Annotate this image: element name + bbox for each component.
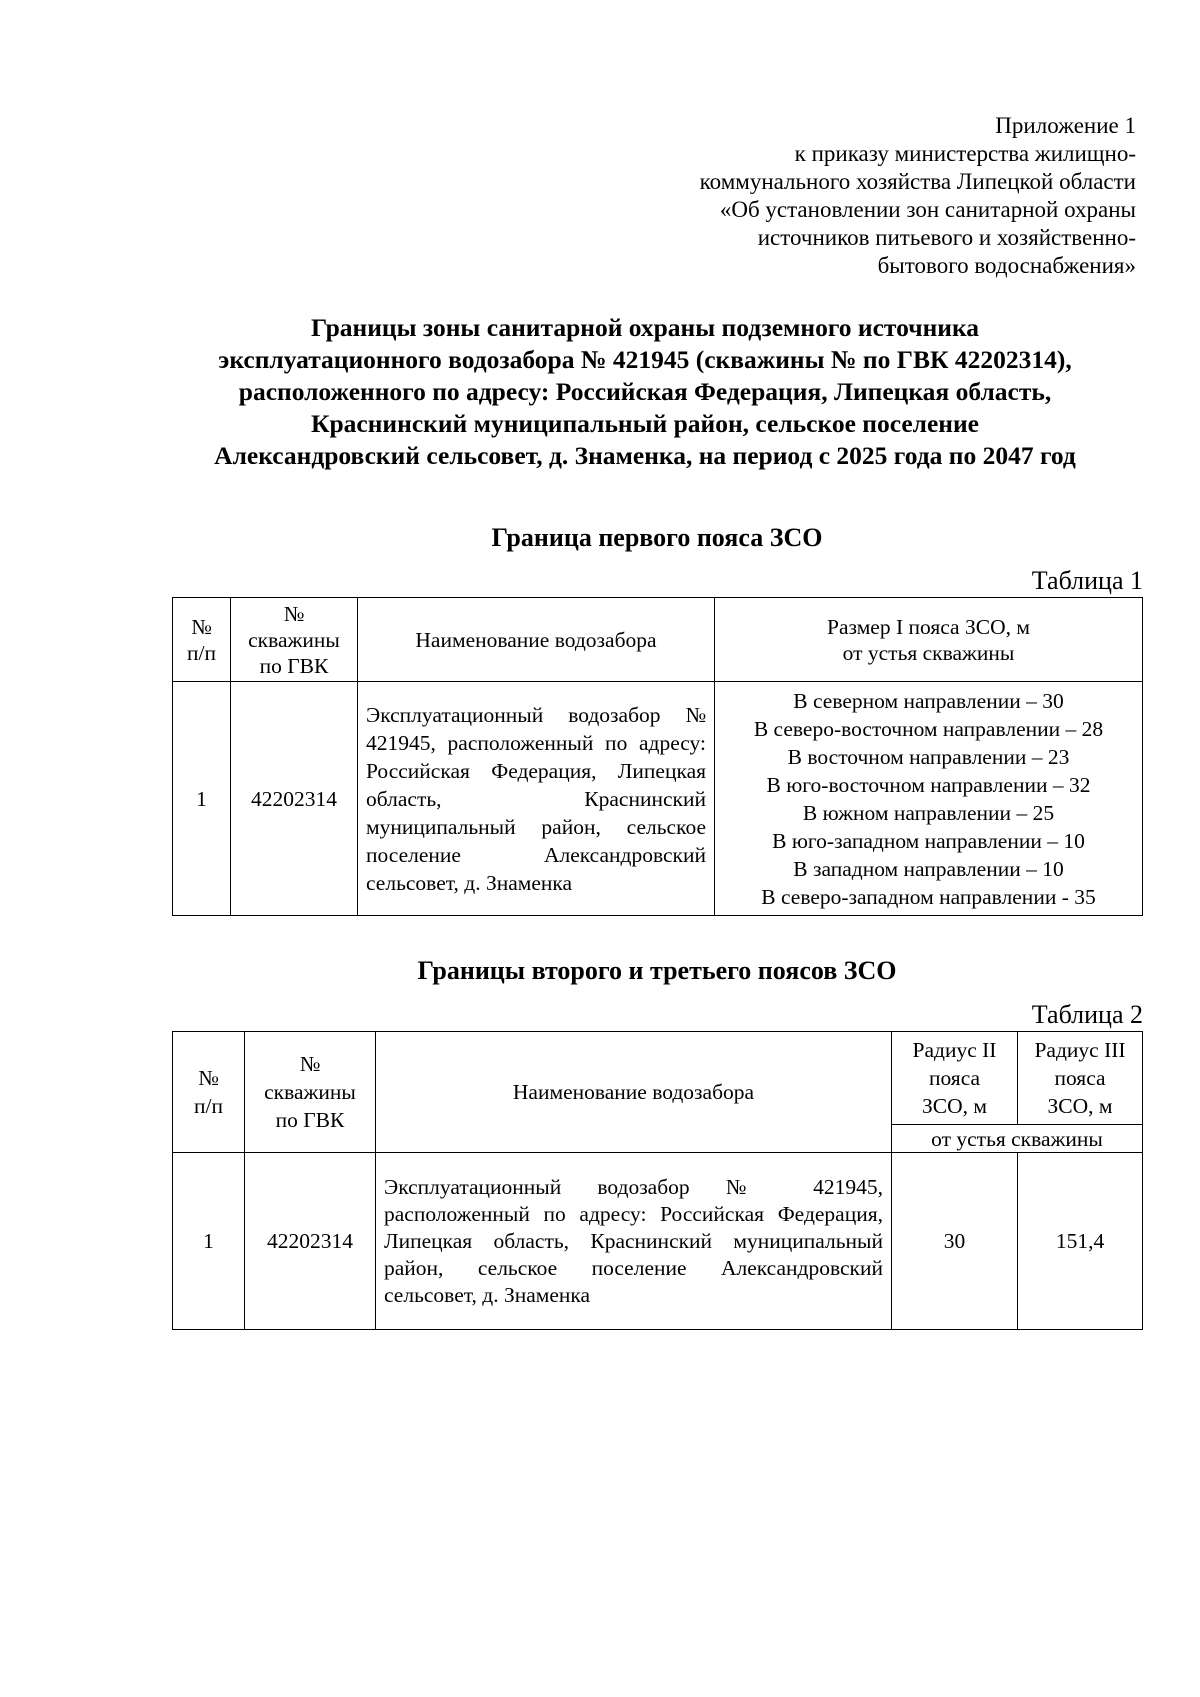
cell-radius-3: 151,4 xyxy=(1018,1153,1143,1330)
header-num xyxy=(173,1032,245,1153)
cell-name: Эксплуатационный водозабор № 421945, расположенный по адресу: Российская Федерация, Липецкая область, Краснинский муниципальный район, сельское поселение Александровский сельсовет, д. Знаменка xyxy=(376,1153,892,1330)
appendix-line: Приложение 1 xyxy=(995,113,1136,138)
direction-item: В северо-западном направлении - 35 xyxy=(761,884,1096,909)
table-header-row xyxy=(173,598,1143,682)
table-header-row xyxy=(173,1032,1143,1125)
header-well xyxy=(245,1032,376,1153)
header-text: № xyxy=(283,601,305,626)
cell-name: Эксплуатационный водозабор № 421945, расположенный по адресу: Российская Федерация, Липецкая область, Краснинский муниципальный район, сельское поселение Александровский сельсовет, д. Знаменка xyxy=(358,682,715,916)
direction-item: В юго-восточном направлении – 32 xyxy=(766,772,1091,797)
header-text: Радиус II xyxy=(912,1038,997,1062)
header-name: Наименование водозабора xyxy=(358,598,715,682)
document-title xyxy=(160,312,1130,472)
cell-num: 1 xyxy=(173,1153,245,1330)
header-text: пояса xyxy=(928,1066,981,1090)
header-text: № xyxy=(191,614,212,639)
header-text: скважины xyxy=(248,627,340,652)
cell-num: 1 xyxy=(173,682,231,916)
table-second-third-zones xyxy=(172,1031,1143,1330)
header-radius-3 xyxy=(1018,1032,1143,1125)
table-row xyxy=(173,1153,1143,1330)
title-line: Краснинский муниципальный район, сельское поселение xyxy=(311,409,979,438)
appendix-line: «Об установлении зон санитарной охраны xyxy=(719,197,1136,222)
table-row xyxy=(173,682,1143,916)
header-radius-2 xyxy=(892,1032,1018,1125)
title-line: расположенного по адресу: Российская Федерация, Липецкая область, xyxy=(238,377,1052,406)
title-line: Границы зоны санитарной охраны подземного источника xyxy=(310,313,980,342)
table1-caption: Таблица 1 xyxy=(1031,566,1143,595)
appendix-line: источников питьевого и хозяйственно- xyxy=(757,225,1136,250)
direction-item: В юго-западном направлении – 10 xyxy=(772,828,1085,853)
appendix-line: бытового водоснабжения» xyxy=(877,253,1136,278)
title-line: Александровский сельсовет, д. Знаменка, на период с 2025 года по 2047 год xyxy=(214,441,1076,470)
cell-directions xyxy=(715,682,1143,916)
direction-item: В южном направлении – 25 xyxy=(802,800,1055,825)
header-text: Размер I пояса ЗСО, м xyxy=(827,614,1030,639)
header-text: № xyxy=(198,1066,219,1090)
header-from-wellhead: от устья скважины xyxy=(892,1125,1143,1153)
direction-item: В северном направлении – 30 xyxy=(793,688,1064,713)
cell-radius-2: 30 xyxy=(892,1153,1018,1330)
header-text: от устья скважины xyxy=(842,640,1015,665)
header-well xyxy=(231,598,358,682)
header-name: Наименование водозабора xyxy=(376,1032,892,1153)
direction-item: В восточном направлении – 23 xyxy=(787,744,1070,769)
header-text: ЗСО, м xyxy=(1047,1094,1113,1118)
header-text: по ГВК xyxy=(259,653,329,678)
direction-item: В северо-восточном направлении – 28 xyxy=(753,716,1104,741)
header-text: № xyxy=(299,1052,321,1076)
header-text: скважины xyxy=(264,1080,356,1104)
appendix-line: к приказу министерства жилищно- xyxy=(794,141,1136,166)
header-text: пояса xyxy=(1054,1066,1106,1090)
header-num xyxy=(173,598,231,682)
appendix-line: коммунального хозяйства Липецкой области xyxy=(699,169,1136,194)
header-text: по ГВК xyxy=(275,1108,345,1132)
cell-well: 42202314 xyxy=(231,682,358,916)
header-text: п/п xyxy=(187,640,216,665)
section1-heading: Граница первого пояса ЗСО xyxy=(491,523,823,552)
direction-item: В западном направлении – 10 xyxy=(793,856,1064,881)
header-text: Радиус III xyxy=(1034,1038,1126,1062)
title-line: эксплуатационного водозабора № 421945 (скважины № по ГВК 42202314), xyxy=(218,345,1072,374)
table2-caption: Таблица 2 xyxy=(1031,1000,1143,1029)
appendix-note xyxy=(580,112,1136,280)
section2-heading: Границы второго и третьего поясов ЗСО xyxy=(417,956,897,985)
cell-well: 42202314 xyxy=(245,1153,376,1330)
table-first-zone xyxy=(172,597,1143,916)
header-text: ЗСО, м xyxy=(922,1094,987,1118)
header-text: п/п xyxy=(194,1094,223,1118)
header-size xyxy=(715,598,1143,682)
